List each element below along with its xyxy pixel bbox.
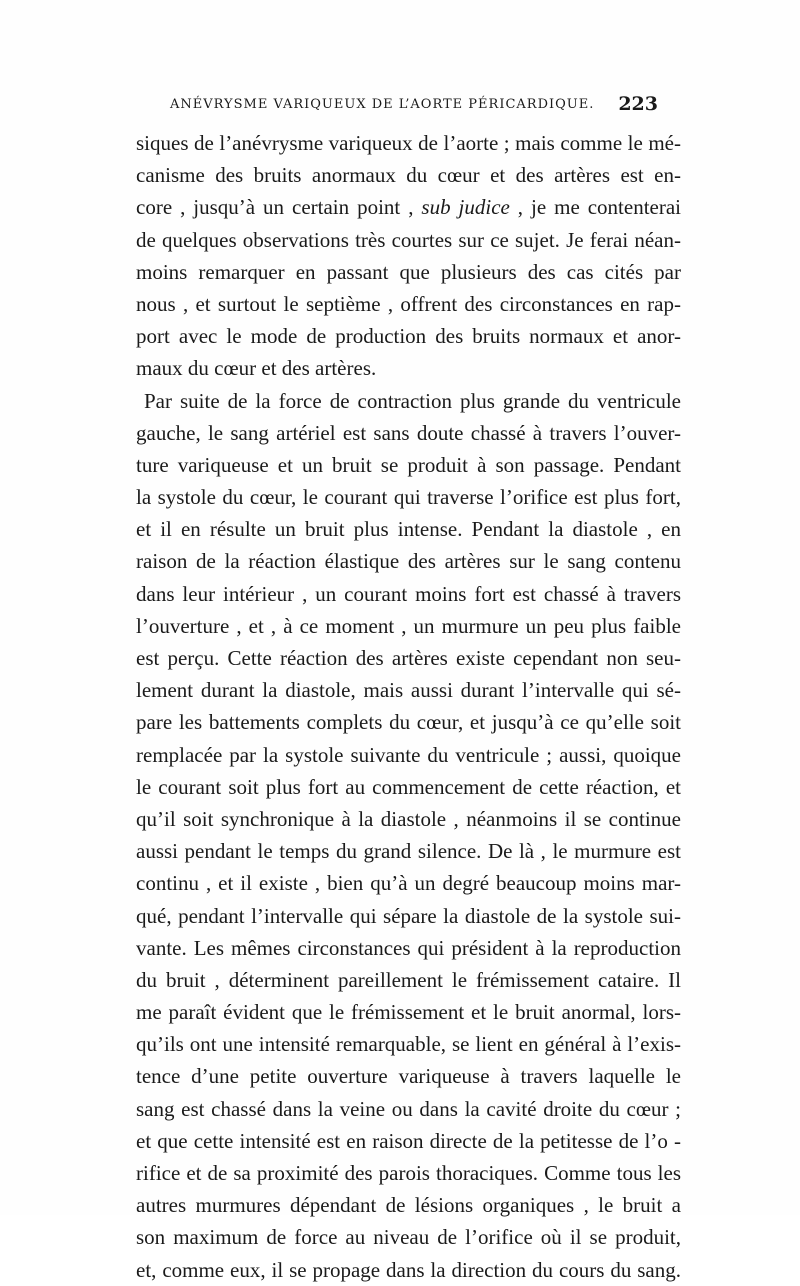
latin-phrase: sub judice [421,195,510,220]
text-line: ture variqueuse et un bruit se produit à son passage. Pendant [136,452,681,477]
text-line: est perçu. Cette réaction des artères existe cependant non seu- [136,646,681,670]
page-number: 223 [618,93,658,115]
text-line: moins remarquer en passant que plusieurs des cas cités par [136,259,681,284]
text-line: le courant soit plus fort au commencement de cette réaction, et [136,774,681,799]
text-line: nous , et surtout le septième , offrent des circonstances en rap- [136,291,681,316]
text-line: et, comme eux, il se propage dans la direction du cours du sang. [136,1257,681,1282]
text-line: remplacée par la systole suivante du ventricule ; aussi, quoique [136,742,681,767]
text-segment: , je me contenterai [509,195,682,220]
text-line: qué, pendant l’intervalle qui sépare la diastole de la systole sui- [136,903,681,928]
text-line: du bruit , déterminent pareillement le frémissement cataire. Il [136,967,681,992]
running-head: ANÉVRYSME VARIQUEUX DE L’AORTE PÉRICARDIQUE. [170,97,595,112]
text-line: qu’ils ont une intensité remarquable, se lient en général à l’exis- [136,1032,681,1057]
text-line: son maximum de force au niveau de l’orifice où il se produit, [136,1225,681,1250]
page-header [148,93,658,123]
text-line: l’ouverture , et , à ce moment , un murmure un peu plus faible [136,613,681,638]
text-line: et il en résulte un bruit plus intense. Pendant la diastole , en [136,517,681,542]
text-line: rifice et de sa proximité des parois thoraciques. Comme tous les [136,1161,681,1185]
text-line: Par suite de la force de contraction plus grande du ventricule [144,388,681,413]
text-line: lement durant la diastole, mais aussi durant l’intervalle qui sé- [136,678,681,703]
text-segment: core , jusqu’à un certain point , [136,195,422,220]
text-line: aussi pendant le temps du grand silence. De là , le murmure est [136,839,681,864]
text-line: de quelques observations très courtes sur ce sujet. Je ferai néan- [136,227,681,252]
text-line: maux du cœur et des artères. [136,356,377,381]
text-line: tence d’une petite ouverture variqueuse à travers laquelle le [136,1064,681,1089]
text-line: siques de l’anévrysme variqueux de l’aorte ; mais comme le mé- [136,131,681,155]
text-line: la systole du cœur, le courant qui traverse l’orifice est plus fort, [136,485,681,510]
text-line: canisme des bruits anormaux du cœur et des artères est en- [136,163,681,188]
text-line [136,191,681,223]
text-line: pare les battements complets du cœur, et jusqu’à ce qu’elle soit [136,710,681,735]
text-line: me paraît évident que le frémissement et le bruit anormal, lors- [136,1000,681,1025]
text-line: sang est chassé dans la veine ou dans la cavité droite du cœur ; [136,1096,681,1121]
text-line: port avec le mode de production des bruits normaux et anor- [136,324,681,349]
text-line: autres murmures dépendant de lésions organiques , le bruit a [136,1193,681,1218]
text-line: raison de la réaction élastique des artères sur le sang contenu [136,549,681,574]
text-line: dans leur intérieur , un courant moins fort est chassé à travers [136,581,681,606]
text-line: continu , et il existe , bien qu’à un degré beaucoup moins mar- [136,871,681,896]
text-line: qu’il soit synchronique à la diastole , néanmoins il se continue [136,806,681,831]
body-text [136,127,681,1286]
text-line: et que cette intensité est en raison directe de la petitesse de l’o - [136,1128,681,1153]
text-line: vante. Les mêmes circonstances qui président à la reproduction [136,935,681,960]
text-line: gauche, le sang artériel est sans doute chassé à travers l’ouver- [136,420,681,445]
